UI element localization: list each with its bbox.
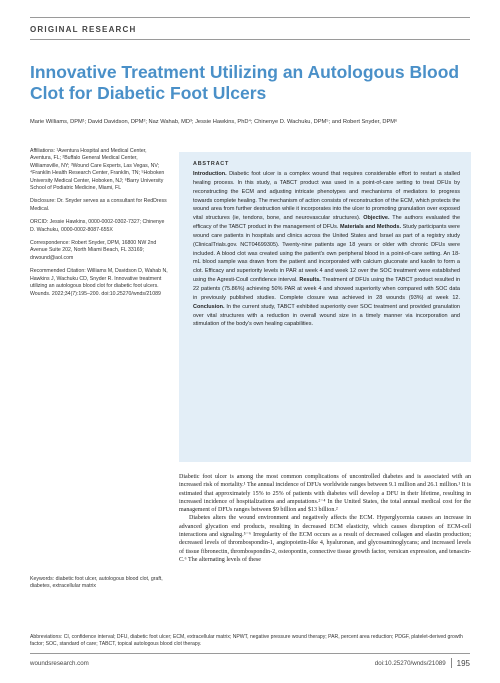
citation-text: Williams M, Davidson D, Wahab N, Hawkins J, Wachuku CD, Snyder R. Innovative treatment utilizing an autologous blood clot for diabetic foot ulcers. Wounds. 2022;34(7):195–200. doi:10.25270/wnds/21089 — [30, 268, 168, 297]
affiliations-text: ¹Aventura Hospital and Medical Center, Aventura, FL; ²Buffalo General Medical Center, Williamsville, NY; ³Wound Care Experts, Las Vegas, NV; ⁴Franklin Health Research Center, Franklin, TN; ⁵Hoboken University Medical Center, Hoboken, NJ; ⁶Barry University School of Podiatric Medicine, Miami, FL — [30, 148, 165, 192]
abstract-box — [179, 152, 471, 462]
abstract-conclusion: In the current study, TABCT exhibited superiority over SOC treatment and provided granulation over vital structures with a reduction in overall wound size in a timely manner via incorporation and stimulation of the body's own healing capabilities. — [193, 303, 460, 328]
recommended-citation — [30, 268, 168, 298]
abstract-objective: The authors evaluated the efficacy of the TABCT product in the management of DFUs. — [193, 215, 461, 231]
abbreviations-label: Abbreviations: — [30, 634, 63, 640]
abstract-results-label: Results. — [299, 277, 321, 284]
keywords — [30, 576, 168, 591]
correspondence — [30, 240, 168, 262]
header-rule — [30, 17, 470, 18]
abstract-methods: Study participants were wound care patients in hospitals and clinics across the United States and Israel as part of a registry study (ClinicalTrials.gov. NCT04699305). Twenty-nine patients age 18 years or older with chronic DFUs were included. A blood clot was created using the patient's own peripheral blood in a point-of-care setting. An 18-mL blood sample was drawn from the patient and incorporated with calcium gluconate and kaolin to form a clot. Efficacy and superiority levels in PAR at week 4 and week 12 over the SOC treatment were established using the Agresti-Coull confidence interval. — [193, 224, 460, 284]
abstract-objective-label: Objective. — [363, 215, 390, 222]
footer-doi[interactable]: doi:10.25270/wnds/21089 — [374, 659, 446, 667]
article-title: Innovative Treatment Utilizing an Autologous Blood Clot for Diabetic Foot Ulcers — [30, 62, 460, 103]
footer-website[interactable]: woundsresearch.com — [30, 660, 89, 667]
page-number: 195 — [456, 658, 470, 668]
body-paragraph: Diabetes alters the wound environment and negatively affects the ECM. Hyperglycemia causes an increase in advanced glycation end products, resulting in decreased ECM elasticity, which causes disruption of ECM-cell interactions and signaling.⁵⁻⁶ Irregularity of the ECM occurs as a result of decreased collagen and elastin production; decreased levels of thrombospondin-1, angiopoietin-like 4, hyaluronan, and glycosaminoglycans; and increased levels of tissue fibronectin, thrombospondin-2, osteopontin, connective tissue growth factor, versican expression, and tenascin-C.⁶ The alternating levels of these — [179, 515, 471, 563]
section-label: ORIGINAL RESEARCH — [30, 25, 137, 34]
header-rule-bottom — [30, 39, 470, 40]
correspondence-text: Robert Snyder, DPM, 16800 NW 2nd Avenue Suite 202, North Miami Beach, FL 33169; drwound@aol.com — [30, 240, 157, 261]
affiliations-label: Affiliations: — [30, 148, 55, 154]
abstract-intro: Diabetic foot ulcer is a complex wound that requires considerable effort to restart a stalled healing process. In this study, a TABCT product was used in a point-of-care setting to treat DFUs by reconstructing the ECM and adjusting intricate phenotypes and mechanisms of mediators to progress towards complete healing. The mechanism of action consists of reconstruction of the ECM, which protects the wound area from further destruction while it incorporates into the ulcer to promoting granulation over exposed vital structures (ie, tendons, bone, and neurovascular structures). — [193, 171, 461, 222]
citation-label: Recommended Citation: — [30, 268, 86, 275]
orcid-text: Jessie Hawkins, 0000-0002-0302-7327; Chinenye D. Wachuku, 0000-0002-8087-655X — [30, 219, 165, 233]
body-paragraph: Diabetic foot ulcer is among the most common complications of uncontrolled diabetes and is associated with an increased risk of mortality.¹ The annual incidence of DFUs worldwide ranges between 9.1 million and 26.1 million.¹ It is estimated that approximately 15% to 25% of patients with diabetes will develop a DFU in their lifetime, resulting in increased incidence of hospitalizations and amputations.²⁻⁴ In the United States, the total annual medical cost for the management of DFUs ranges between $9 billion and $13 billion.² — [179, 474, 471, 514]
footer-rule — [30, 653, 470, 654]
abbreviations — [30, 634, 470, 648]
footer-info — [375, 658, 470, 668]
orcid — [30, 219, 168, 234]
abstract-heading: ABSTRACT — [193, 161, 230, 167]
abbreviations-text: CI, confidence interval; DFU, diabetic foot ulcer; ECM, extracellular matrix; NPWT, negative pressure wound therapy; PAR, percent area reduction; PDGF, platelet-derived growth factor; SOC, standard of care; TABCT, topical autologous blood clot therapy. — [30, 634, 463, 648]
abstract-methods-label: Materials and Methods. — [339, 224, 401, 231]
correspondence-label: Correspondence: — [30, 240, 70, 247]
abstract-results: Treatment of DFUs using the TABCT product resulted in 22 patients (75.86%) achieving 50% PAR at week 4 and showed superiority when compared with SOC data in previously published studies. Complete closure was achieved in 28 wounds (93%) at week 12. — [193, 277, 461, 301]
keywords-label: Keywords: — [30, 576, 55, 582]
abstract-conclusion-label: Conclusion. — [193, 303, 225, 310]
affiliations — [30, 148, 168, 192]
orcid-label: ORCID: — [30, 219, 49, 226]
disclosure — [30, 198, 168, 213]
abstract-text — [193, 170, 460, 329]
disclosure-text: Dr. Snyder serves as a consultant for RedDress Medical. — [30, 198, 167, 212]
keywords-text: diabetic foot ulcer, autologous blood clot, graft, diabetes, extracellular matrix — [30, 576, 163, 590]
footer-divider — [451, 658, 452, 668]
article-info-column — [30, 148, 168, 304]
abstract-intro-label: Introduction. — [193, 171, 227, 177]
author-list: Marie Williams, DPM¹; David Davidson, DPM²; Naz Wahab, MD³; Jessie Hawkins, PhD⁴; Chinenye D. Wachuku, DPM⁵; and Robert Snyder, DPM⁶ — [30, 119, 398, 125]
body-text — [179, 473, 471, 564]
disclosure-label: Disclosure: — [30, 198, 56, 205]
